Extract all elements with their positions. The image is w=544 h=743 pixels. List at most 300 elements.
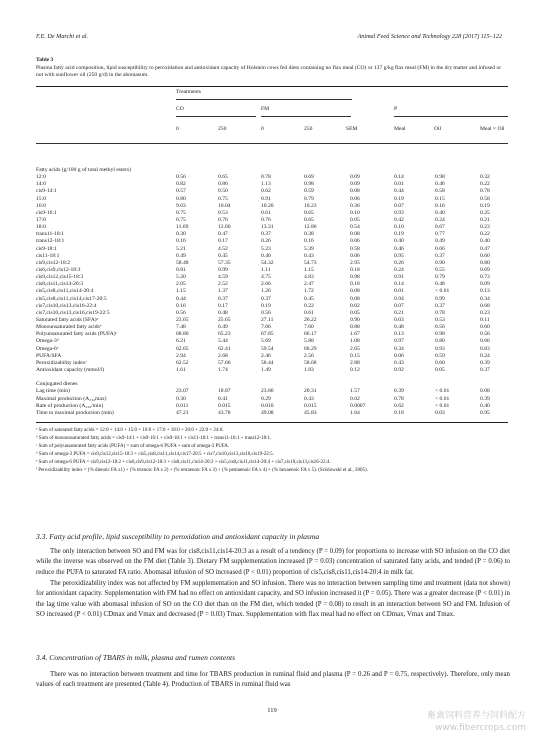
table-cell: 45.83 bbox=[304, 409, 317, 416]
table-cell: 11.69 bbox=[176, 224, 189, 231]
table-cell: 0.26 bbox=[394, 259, 404, 266]
table-cell: 2.56 bbox=[304, 352, 314, 359]
table-row bbox=[36, 188, 508, 195]
subheader-meal-x-oil: Meal × Oil bbox=[480, 126, 505, 132]
table-cell: 0.61 bbox=[261, 209, 271, 216]
table-cell: 1.15 bbox=[176, 288, 186, 295]
table-cell: 67.85 bbox=[261, 331, 274, 338]
table-cell: 0.82 bbox=[176, 181, 186, 188]
table-cell: 58.48 bbox=[176, 259, 189, 266]
table-cell: 0.17 bbox=[218, 302, 228, 309]
table-cell: 0.11 bbox=[480, 316, 490, 323]
table-cell: 6.49 bbox=[218, 324, 228, 331]
table-cell: 0.81 bbox=[176, 266, 186, 273]
table-cell: 0.13 bbox=[394, 331, 404, 338]
running-header-journal: Animal Feed Science and Technology 228 (2017) 115–122 bbox=[357, 33, 502, 40]
table-cell: 0.80 bbox=[435, 338, 445, 345]
table-cell: 0.55 bbox=[435, 266, 445, 273]
table-cell: 0.45 bbox=[304, 295, 314, 302]
table-cell: 1.49 bbox=[261, 366, 271, 373]
table-cell: 0.78 bbox=[261, 174, 271, 181]
table-cell: 9.03 bbox=[176, 202, 186, 209]
table-bottom-rule bbox=[36, 422, 508, 423]
row-label: cis7,cis10,cis13,cis16-22:4 bbox=[36, 302, 97, 309]
table-cell: 0.24 bbox=[394, 266, 404, 273]
table-cell: 0.10 bbox=[350, 209, 360, 216]
table-cell: 5.21 bbox=[176, 245, 186, 252]
table-cell: 0.39 bbox=[480, 359, 490, 366]
row-label: trans11-18:1 bbox=[36, 231, 65, 238]
table-cell: 0.08 bbox=[350, 295, 360, 302]
table-row bbox=[36, 267, 508, 274]
table-row bbox=[36, 253, 508, 260]
table-cell: 12.86 bbox=[304, 224, 317, 231]
table-cell: 5.88 bbox=[304, 338, 314, 345]
row-label: Fatty acids (g/100 g of total methyl esters) bbox=[36, 167, 131, 173]
table-cell: 0.56 bbox=[176, 309, 186, 316]
table-cell: 1.15 bbox=[304, 266, 314, 273]
table-cell: 2.52 bbox=[218, 281, 228, 288]
row-label: cis11-18:1 bbox=[36, 252, 60, 259]
table-cell: 0.49 bbox=[435, 238, 445, 245]
table-cell: 62.52 bbox=[176, 359, 189, 366]
table-cell: 0.22 bbox=[480, 181, 490, 188]
table-row bbox=[36, 174, 508, 181]
table-row bbox=[36, 196, 508, 203]
table-cell: 0.03 bbox=[394, 316, 404, 323]
table-cell: 0.22 bbox=[304, 302, 314, 309]
table-cell: 0.47 bbox=[480, 245, 490, 252]
table-cell: 5.23 bbox=[261, 245, 271, 252]
row-label: Omega-6ᵉ bbox=[36, 345, 59, 352]
table-cell: 47.21 bbox=[176, 409, 189, 416]
table-cell: 0.49 bbox=[176, 252, 186, 259]
table-cell: 0.08 bbox=[480, 388, 490, 395]
table-cell: 0.48 bbox=[435, 281, 445, 288]
table-cell: 0.39 bbox=[394, 388, 404, 395]
table-cell: 0.67 bbox=[435, 224, 445, 231]
row-label: cis9,cis12,cis15-18:3 bbox=[36, 274, 84, 281]
table-cell: 0.08 bbox=[350, 188, 360, 195]
table-cell: 0.54 bbox=[350, 224, 360, 231]
row-label: 16:0 bbox=[36, 202, 46, 209]
table-cell: 1.13 bbox=[261, 181, 271, 188]
section-3-4-heading: 3.4. Concentration of TBARS in milk, plasma and rumen contents bbox=[36, 653, 236, 662]
section-3-3-heading: 3.3. Fatty acid profile, lipid susceptibility to peroxidation and antioxidant capacity in plasma bbox=[36, 532, 320, 541]
table-cell: 0.91 bbox=[394, 274, 404, 281]
table-cell: 0.06 bbox=[394, 352, 404, 359]
table-cell: 1.61 bbox=[176, 366, 186, 373]
table-cell: 0.37 bbox=[435, 252, 445, 259]
table-cell: 1.26 bbox=[261, 288, 271, 295]
table-cell: 2.68 bbox=[218, 352, 228, 359]
table-cell: 54.32 bbox=[261, 259, 274, 266]
table-cell: 0.14 bbox=[394, 281, 404, 288]
table-cell: 0.18 bbox=[394, 409, 404, 416]
table-cell: 0.40 bbox=[394, 238, 404, 245]
table-cell: 0.92 bbox=[394, 366, 404, 373]
table-row bbox=[36, 310, 508, 317]
table-cell: 0.69 bbox=[480, 266, 490, 273]
table-row bbox=[36, 403, 508, 410]
table-cell: 0.21 bbox=[480, 216, 490, 223]
footnote: ᶠ Peroxidizability index = (% dienoic FA x1) + (% trienoic FA x 2) + (% tetraenoic FA x 3) + (% pentaenoic FA x 4) + (% hexaenoic FA x 5). (Scislowski et al., 2005). bbox=[36, 468, 368, 473]
table-cell: 0.21 bbox=[394, 309, 404, 316]
table-cell: 0.59 bbox=[435, 352, 445, 359]
table-row bbox=[36, 367, 508, 374]
table-cell: 5.39 bbox=[304, 245, 314, 252]
table-cell: 0.37 bbox=[218, 295, 228, 302]
table-cell: 0.79 bbox=[435, 274, 445, 281]
table-cell: 18.87 bbox=[218, 388, 231, 395]
table-row bbox=[36, 296, 508, 303]
table-cell: 0.56 bbox=[261, 309, 271, 316]
table-cell: 57.35 bbox=[218, 259, 231, 266]
subheader-meal: Meal bbox=[394, 126, 406, 132]
table-row bbox=[36, 353, 508, 360]
table-cell: 0.58 bbox=[480, 195, 490, 202]
table-cell: 0.46 bbox=[435, 181, 445, 188]
row-label: Omega-3ᵈ bbox=[36, 338, 59, 345]
table-row bbox=[36, 224, 508, 231]
table-cell: 0.43 bbox=[304, 395, 314, 402]
table-row bbox=[36, 374, 508, 381]
running-header-authors: F.E. De Marchi et al. bbox=[36, 33, 89, 40]
table-cell: 0.75 bbox=[218, 195, 228, 202]
row-label: Time to maximal production (min) bbox=[36, 409, 114, 416]
table-cell: 0.48 bbox=[394, 324, 404, 331]
table-cell: 0.02 bbox=[350, 302, 360, 309]
table-cell: 0.06 bbox=[350, 238, 360, 245]
table-cell: 0.011 bbox=[176, 402, 189, 409]
table-cell: 0.10 bbox=[394, 224, 404, 231]
table-cell: 0.97 bbox=[394, 338, 404, 345]
row-label: Lag time (min) bbox=[36, 388, 70, 395]
table-cell: 0.02 bbox=[350, 395, 360, 402]
section-3-3-paragraph-1: The only interaction between SO and FM was for cis8,cis11,cis14-20:3 as a result of a tendency (P = 0.09) for proportions to increase with SO infusion on the CO diet while the inverse was observed on the FM diet (Table 3). Dietary FM supplementation increased (P = 0.03) concentration of saturated fatty acids, and tended (P = 0.06) to reduce the PUFA to saturated FA ratio. Abomasal infusion of SO increased (P < 0.01) proportion of cis5,cis8,cis11,cis14-20:4 in milk fat. bbox=[36, 548, 510, 576]
table-cell: 0.19 bbox=[261, 302, 271, 309]
table-cell: 0.65 bbox=[218, 174, 228, 181]
table-cell: 27.11 bbox=[261, 316, 274, 323]
table-cell: 0.015 bbox=[218, 402, 231, 409]
table-cell: 0.44 bbox=[394, 188, 404, 195]
table-cell: 0.01 bbox=[394, 288, 404, 295]
row-label: trans12-18:1 bbox=[36, 238, 65, 245]
table-row bbox=[36, 410, 508, 417]
table-cell: 2.47 bbox=[304, 281, 314, 288]
row-label: cis9-18:1 bbox=[36, 245, 57, 252]
table-cell: 0.94 bbox=[394, 295, 404, 302]
table-cell: 0.62 bbox=[261, 188, 271, 195]
table-cell: 0.40 bbox=[435, 209, 445, 216]
table-row bbox=[36, 360, 508, 367]
table-cell: 0.010 bbox=[261, 402, 274, 409]
watermark-url: www.fibercrops.com bbox=[435, 723, 526, 733]
subheader-co-250: 250 bbox=[218, 126, 227, 132]
table-cell: 23.07 bbox=[176, 388, 189, 395]
table-cell: 0.37 bbox=[480, 366, 490, 373]
table-cell: 0.08 bbox=[350, 288, 360, 295]
table-cell: 0.90 bbox=[435, 259, 445, 266]
page-number: 119 bbox=[267, 707, 277, 714]
table-cell: 0.24 bbox=[480, 352, 490, 359]
table-cell: 0.16 bbox=[176, 302, 186, 309]
subheader-co-0: 0 bbox=[176, 126, 179, 132]
table-cell: 0.01 bbox=[394, 181, 404, 188]
table-cell: 0.56 bbox=[480, 331, 490, 338]
table-cell: 0.88 bbox=[350, 324, 360, 331]
table-cell: 1.08 bbox=[350, 338, 360, 345]
table-cell: 0.98 bbox=[304, 181, 314, 188]
footnote: ᵇ Sum of monounsaturated fatty acids = cis9-14:1 + cis9-16:1 + cis9-18:1 + cis11-18:1 + trans11-18:1 + trans12-18:1. bbox=[36, 436, 272, 441]
p-rule bbox=[394, 116, 508, 117]
table-row bbox=[36, 288, 508, 295]
table-cell: 23.86 bbox=[261, 388, 274, 395]
header-bottom-rule bbox=[36, 143, 508, 144]
subheader-fm-0: 0 bbox=[261, 126, 264, 132]
section-3-3-paragraph-2: The peroxidizability index was not affected by FM supplementation and SO infusion. There was no interaction between sampling time and treatment (data not shown) for antioxidant capacity. Supplementation with FM had no effect on antioxidant capacity, and SO infusion increased it (P = 0.05). There was a greater decrease (P < 0.01) in the lag time value with abomasal infusion of SO on the CO diet than on the FM diet, which tended (P = 0.08) to result in an interaction between SO and FM. Infusion of SO increased (P < 0.01) CDmax and Vmax and decreased (P = 0.03) Tmax. Supplementation with flax meal had no effect on CDmax, Vmax and Tmax. bbox=[36, 580, 510, 619]
row-label: cis9,cis12-18:2 bbox=[36, 259, 71, 266]
table-row bbox=[36, 203, 508, 210]
table-cell: 0.95 bbox=[394, 252, 404, 259]
table-cell: 26.22 bbox=[304, 316, 317, 323]
table-cell: < 0.01 bbox=[435, 395, 450, 402]
table-cell: 0.93 bbox=[435, 345, 445, 352]
row-label: cis9-16:1 bbox=[36, 209, 57, 216]
table-cell: 0.30 bbox=[176, 395, 186, 402]
table-cell: 0.13 bbox=[480, 288, 490, 295]
table-cell: 0.65 bbox=[304, 209, 314, 216]
table-row bbox=[36, 303, 508, 310]
table-cell: 0.08 bbox=[350, 231, 360, 238]
row-label: Saturated fatty acids (SFA)ᵃ bbox=[36, 316, 99, 323]
table-cell: 0.76 bbox=[261, 216, 271, 223]
row-label: Antioxidant capacity (mmol/l) bbox=[36, 366, 105, 373]
table-row bbox=[36, 281, 508, 288]
table-cell: 1.11 bbox=[261, 266, 271, 273]
table-row bbox=[36, 217, 508, 224]
footnote: ᵈ Sum of omega-3 PUFA = cis9,cis12,cis15-18:3 + cis5,cis8,cis11,cis14,cis17-20:5 + cis7,cis10,cis13,cis16,cis19-22:5. bbox=[36, 452, 274, 457]
table-cell: < 0.01 bbox=[435, 402, 450, 409]
table-cell: 0.53 bbox=[435, 316, 445, 323]
watermark-cn: 畜禽饲料营养与饲料配方 bbox=[426, 711, 526, 721]
table-cell: 0.18 bbox=[350, 266, 360, 273]
header-p: P bbox=[394, 106, 398, 112]
table-cell: 0.16 bbox=[304, 238, 314, 245]
subheader-sem: SEM bbox=[346, 126, 358, 132]
table-cell: 0.58 bbox=[350, 245, 360, 252]
row-label: Monounsaturated fatty acidsᵇ bbox=[36, 324, 102, 331]
table-cell: 0.16 bbox=[176, 238, 186, 245]
table-cell: 0.91 bbox=[261, 195, 271, 202]
table-cell: 0.26 bbox=[261, 238, 271, 245]
table-cell: 0.83 bbox=[480, 345, 490, 352]
table-cell: 0.06 bbox=[350, 195, 360, 202]
table-cell: 0.60 bbox=[480, 324, 490, 331]
table-cell: 0.73 bbox=[480, 274, 490, 281]
table-cell: 66.17 bbox=[304, 331, 317, 338]
table-cell: 0.29 bbox=[261, 395, 271, 402]
footnote: ᵉ Sum of omega-6 PUFA = cis9,cis12-18:2 + cis6,cis9,cis12-18:3 + cis8,cis11,cis14-20:3 + cis5,cis8,cis11,cis14-20:4 + cis7,cis10,cis13,cis16-22:4. bbox=[36, 460, 331, 465]
table-cell: 0.56 bbox=[435, 324, 445, 331]
table-cell: 2.88 bbox=[350, 359, 360, 366]
table-cell: 2.05 bbox=[176, 281, 186, 288]
table-cell: 0.37 bbox=[435, 302, 445, 309]
row-label: Maximal production (A₂₃₄max) bbox=[36, 395, 107, 402]
table-cell: 0.15 bbox=[435, 195, 445, 202]
header-co: CO bbox=[176, 106, 184, 112]
table-cell: 0.30 bbox=[176, 231, 186, 238]
table-cell: 0.80 bbox=[480, 259, 490, 266]
table-row bbox=[36, 231, 508, 238]
table-cell: 1.67 bbox=[350, 331, 360, 338]
table-cell: 0.07 bbox=[394, 202, 404, 209]
table-cell: 0.78 bbox=[435, 309, 445, 316]
table-cell: 0.98 bbox=[350, 274, 360, 281]
table-row bbox=[36, 274, 508, 281]
row-label: 17:0 bbox=[36, 216, 46, 223]
row-label: 14:0 bbox=[36, 181, 46, 188]
table-cell: < 0.01 bbox=[435, 288, 450, 295]
table-cell: 0.015 bbox=[304, 402, 317, 409]
table-cell: 7.60 bbox=[304, 324, 314, 331]
table-cell: 1.64 bbox=[350, 409, 360, 416]
row-label: Peroxidizability indexᶠ bbox=[36, 359, 87, 366]
row-label: 18:0 bbox=[36, 224, 46, 231]
table-cell: 0.22 bbox=[480, 231, 490, 238]
table-cell: 0.66 bbox=[435, 245, 445, 252]
table-cell: 60.29 bbox=[304, 345, 317, 352]
table-cell: 0.42 bbox=[394, 216, 404, 223]
table-row bbox=[36, 238, 508, 245]
table-cell: 0.50 bbox=[218, 188, 228, 195]
table-row bbox=[36, 331, 508, 338]
footnote: ᵃ Sum of saturated fatty acids = 12:0 + 14:0 + 15:0 + 16:0 + 17:0 + 18:0 + 20:0 + 22:0 + 24:0. bbox=[36, 428, 224, 433]
table-cell: 0.53 bbox=[218, 209, 228, 216]
table-row bbox=[36, 338, 508, 345]
table-cell: 0.19 bbox=[480, 202, 490, 209]
table-cell: 62.41 bbox=[218, 345, 231, 352]
table-row bbox=[36, 396, 508, 403]
table-cell: 0.78 bbox=[480, 188, 490, 195]
table-cell: 0.17 bbox=[218, 238, 228, 245]
table-cell: 0.36 bbox=[350, 202, 360, 209]
table-cell: 1.57 bbox=[350, 388, 360, 395]
row-label: 12:0 bbox=[36, 174, 46, 181]
table-row bbox=[36, 388, 508, 395]
treatments-rule bbox=[176, 99, 352, 100]
row-label: Polyunsaturated fatty acids (PUFA)ᶜ bbox=[36, 331, 118, 338]
row-label: 15:0 bbox=[36, 195, 46, 202]
table-cell: 0.38 bbox=[304, 231, 314, 238]
table-row bbox=[36, 381, 508, 388]
table-cell: 0.60 bbox=[435, 359, 445, 366]
table-cell: 0.58 bbox=[435, 188, 445, 195]
row-label: Rate of production (A₂₃₄/min) bbox=[36, 402, 104, 409]
row-label: cis7,cis10,cis13,cis16,cis19-22:5 bbox=[36, 309, 110, 316]
table-cell: 0.40 bbox=[480, 402, 490, 409]
table-cell: 25.65 bbox=[218, 316, 231, 323]
table-cell: 2.66 bbox=[261, 281, 271, 288]
table-top-rule bbox=[36, 86, 508, 87]
table-cell: 57.66 bbox=[218, 359, 231, 366]
subheader-oil: Oil bbox=[434, 126, 442, 132]
table-cell: 49.08 bbox=[261, 409, 274, 416]
table-cell: 5.20 bbox=[176, 274, 186, 281]
table-cell: 4.75 bbox=[261, 274, 271, 281]
row-label: PUFA/SFA bbox=[36, 352, 62, 359]
table-row bbox=[36, 181, 508, 188]
table-cell: 65.23 bbox=[218, 331, 231, 338]
table-cell: 10.04 bbox=[218, 202, 231, 209]
table-cell: 1.72 bbox=[304, 288, 314, 295]
table-cell: 0.44 bbox=[176, 295, 186, 302]
table-row bbox=[36, 317, 508, 324]
table-cell: 0.40 bbox=[261, 252, 271, 259]
table-cell: 0.14 bbox=[394, 174, 404, 181]
table-cell: 0.90 bbox=[350, 316, 360, 323]
header-treatments: Treatments bbox=[176, 89, 201, 95]
table-cell: 0.39 bbox=[480, 395, 490, 402]
table-cell: 0.05 bbox=[350, 216, 360, 223]
table-cell: 0.19 bbox=[394, 231, 404, 238]
table-cell: 0.86 bbox=[218, 181, 228, 188]
table-cell: 0.37 bbox=[261, 295, 271, 302]
table-cell: 54.73 bbox=[304, 259, 317, 266]
table-cell: 12.60 bbox=[218, 224, 231, 231]
subheader-fm-250: 250 bbox=[304, 126, 313, 132]
watermark bbox=[406, 710, 526, 734]
table-cell: 7.48 bbox=[176, 324, 186, 331]
table-cell: 0.41 bbox=[218, 395, 228, 402]
table-cell: 0.40 bbox=[480, 238, 490, 245]
table-cell: 0.34 bbox=[394, 345, 404, 352]
header-fm: FM bbox=[261, 106, 270, 112]
table-cell: 20.31 bbox=[304, 388, 317, 395]
table-cell: 0.75 bbox=[176, 216, 186, 223]
table-cell: 0.16 bbox=[435, 202, 445, 209]
table-cell: 4.59 bbox=[218, 274, 228, 281]
table-row bbox=[36, 246, 508, 253]
table-cell: 0.34 bbox=[480, 295, 490, 302]
table-cell: 2.46 bbox=[261, 352, 271, 359]
table-cell: 0.05 bbox=[350, 309, 360, 316]
table-row bbox=[36, 167, 508, 174]
row-label: Conjugated dienes bbox=[36, 381, 78, 388]
table-cell: 59.54 bbox=[261, 345, 274, 352]
table-cell: 23.65 bbox=[176, 316, 189, 323]
table-cell: 0.69 bbox=[304, 174, 314, 181]
fm-rule bbox=[261, 116, 351, 117]
table-cell: 0.03 bbox=[435, 409, 445, 416]
table-cell: 0.12 bbox=[350, 366, 360, 373]
table-cell: 0.09 bbox=[480, 281, 490, 288]
table-cell: 0.59 bbox=[304, 188, 314, 195]
table-cell: 1.83 bbox=[304, 366, 314, 373]
table-cell: 0.62 bbox=[394, 402, 404, 409]
table-cell: 0.25 bbox=[480, 209, 490, 216]
table-cell: 0.09 bbox=[350, 174, 360, 181]
table-cell: 0.24 bbox=[435, 216, 445, 223]
table-cell: 0.68 bbox=[480, 302, 490, 309]
table-cell: 0.79 bbox=[304, 195, 314, 202]
table-cell: 0.93 bbox=[394, 209, 404, 216]
table-cell: 58.44 bbox=[261, 359, 274, 366]
table-caption: Plasma fatty acid composition, lipid susceptibility to peroxidation and antioxidant capacity of Holstein cows fed diets containing no flax meal (CO) or 137 g/kg flax meal (FM) in the dry matter and infused or not with sunflower oil (250 g/d) in the abomasum. bbox=[36, 65, 502, 79]
table-label: Table 3 bbox=[36, 57, 54, 63]
table-cell: 0.09 bbox=[350, 181, 360, 188]
table-cell: 0.19 bbox=[394, 195, 404, 202]
